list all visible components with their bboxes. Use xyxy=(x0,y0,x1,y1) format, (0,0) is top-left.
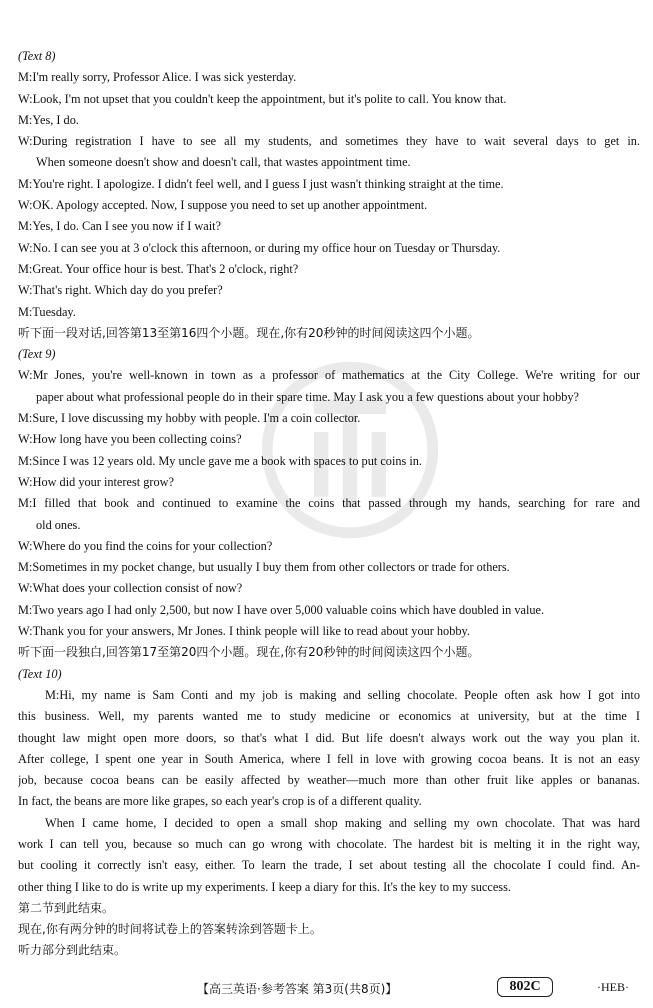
dialogue-line: M:Sure, I love discussing my hobby with people. I'm a coin collector. xyxy=(18,411,361,426)
dialogue-line-continued: paper about what professional people do in their spare time. May I ask you a few questions about your hobby? xyxy=(36,389,579,404)
instruction-text10: 听下面一段独白,回答第17至第20四个小题。现在,你有20秒钟的时间阅读这四个小题。 xyxy=(18,645,480,660)
dialogue-line: W:Thank you for your answers, Mr Jones. I think people will like to read about your hobby. xyxy=(18,624,470,639)
footer-page-info: 【高三英语·参考答案 第3页(共8页)】 xyxy=(197,982,398,996)
dialogue-line: M:I filled that book and continued to examine the coins that passed through my hands, searching for rare and xyxy=(18,496,640,511)
dialogue-line-continued: old ones. xyxy=(36,517,81,532)
dialogue-line: W:How long have you been collecting coins? xyxy=(18,432,242,447)
monologue-line: this business. Well, my parents wanted me to study medicine or economics at university, but at the time I xyxy=(18,709,640,724)
monologue-line: M:Hi, my name is Sam Conti and my job is making and selling chocolate. People often ask how I got into xyxy=(45,687,640,702)
dialogue-line: M:Tuesday. xyxy=(18,304,76,319)
monologue-line: other thing I like to do is write up my experiments. I keep a diary for this. It's the key to my success. xyxy=(18,879,511,894)
dialogue-line: W:OK. Apology accepted. Now, I suppose you need to set up another appointment. xyxy=(18,198,428,213)
monologue-line: but cooling it correctly isn't easy, either. To learn the trade, I set about testing all the chocolate I could find. An- xyxy=(18,858,640,873)
dialogue-line: M:Sometimes in my pocket change, but usually I buy them from other collectors or trade for others. xyxy=(18,560,510,575)
dialogue-line: M:Great. Your office hour is best. That's 2 o'clock, right? xyxy=(18,261,299,276)
closing-line: 第二节到此结束。 xyxy=(18,900,115,915)
dialogue-line: W:How did your interest grow? xyxy=(18,474,174,489)
instruction-text9: 听下面一段对话,回答第13至第16四个小题。现在,你有20秒钟的时间阅读这四个小题。 xyxy=(18,325,480,340)
dialogue-line: W:During registration I have to see all my students, and sometimes they have to wait several days to get in. xyxy=(18,134,640,149)
dialogue-line: W:What does your collection consist of now? xyxy=(18,581,243,596)
exam-code-badge: 802C xyxy=(497,977,553,997)
text10-heading: (Text 10) xyxy=(18,666,62,681)
page-footer xyxy=(0,976,653,998)
monologue-line: job, because cocoa beans can be easily affected by weather—much more than other fruit like apples or bananas. xyxy=(18,773,640,788)
dialogue-line: M:Yes, I do. xyxy=(18,112,79,127)
monologue-line: When I came home, I decided to open a small shop making and selling my own chocolate. That was hard xyxy=(45,815,640,830)
dialogue-line-continued: When someone doesn't show and doesn't call, that wastes appointment time. xyxy=(36,155,411,170)
monologue-line: In fact, the beans are more like grapes, so each year's crop is of a different quality. xyxy=(18,794,422,809)
dialogue-line: W:Where do you find the coins for your collection? xyxy=(18,538,273,553)
closing-line: 现在,你有两分钟的时间将试卷上的答案转涂到答题卡上。 xyxy=(18,922,322,937)
monologue-line: work I can tell you, because so much can go wrong with chocolate. The hardest bit is melting it in the right way, xyxy=(18,836,640,851)
dialogue-line: W:That's right. Which day do you prefer? xyxy=(18,283,223,298)
dialogue-line: W:No. I can see you at 3 o'clock this afternoon, or during my office hour on Tuesday or Thursday. xyxy=(18,240,501,255)
dialogue-line: M:Since I was 12 years old. My uncle gave me a book with spaces to put coins in. xyxy=(18,453,423,468)
text9-heading: (Text 9) xyxy=(18,347,56,362)
closing-line: 听力部分到此结束。 xyxy=(18,943,127,958)
dialogue-line: M:Two years ago I had only 2,500, but now I have over 5,000 valuable coins which have doubled in value. xyxy=(18,602,545,617)
footer-brand: ·HEB· xyxy=(597,980,629,994)
text8-heading: (Text 8) xyxy=(18,49,56,63)
dialogue-line: M:You're right. I apologize. I didn't feel well, and I guess I just wasn't thinking straight at the time. xyxy=(18,176,504,191)
monologue-line: After college, I spent one year in South America, where I fell in love with growing cocoa beans. It is not an easy xyxy=(18,751,640,766)
dialogue-line: W:Look, I'm not upset that you couldn't keep the appointment, but it's polite to call. You know that. xyxy=(18,91,507,106)
monologue-line: thought law might open more doors, so that's what I did. But life doesn't always work out the way you plan it. xyxy=(18,730,640,745)
dialogue-line: M:Yes, I do. Can I see you now if I wait? xyxy=(18,219,221,234)
dialogue-line: W:Mr Jones, you're well-known in town as a professor of mathematics at the City College. We're writing for our xyxy=(18,368,640,383)
dialogue-line: M:I'm really sorry, Professor Alice. I was sick yesterday. xyxy=(18,70,297,85)
transcript-content xyxy=(18,46,640,962)
